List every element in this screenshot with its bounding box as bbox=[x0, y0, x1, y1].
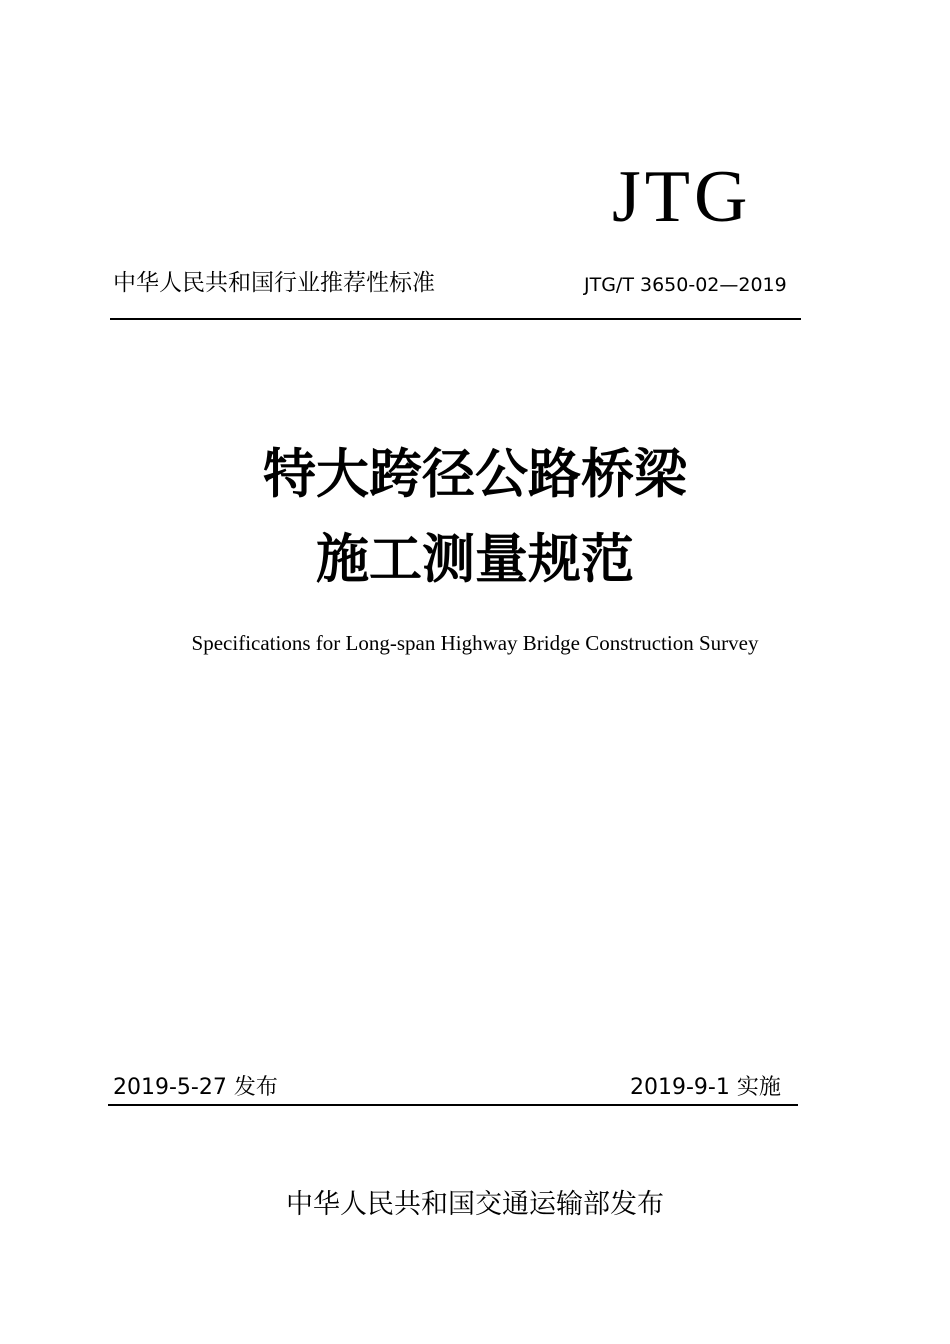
issue-date: 2019-5-27 发布 bbox=[113, 1075, 278, 1100]
standard-type: 中华人民共和国行业推荐性标准 bbox=[113, 270, 435, 296]
jtg-logo: JTG bbox=[612, 156, 752, 238]
document-title-line-2: 施工测量规范 bbox=[316, 529, 634, 590]
effective-date: 2019-9-1 实施 bbox=[630, 1075, 781, 1100]
document-title-english: Specifications for Long-span Highway Bridge Construction Survey bbox=[191, 631, 759, 655]
header-divider bbox=[110, 318, 801, 320]
footer-divider bbox=[108, 1104, 798, 1106]
standard-number: JTG/T 3650-02—2019 bbox=[584, 274, 787, 296]
publisher: 中华人民共和国交通运输部发布 bbox=[286, 1189, 664, 1220]
document-title-line-1: 特大跨径公路桥梁 bbox=[263, 444, 687, 505]
